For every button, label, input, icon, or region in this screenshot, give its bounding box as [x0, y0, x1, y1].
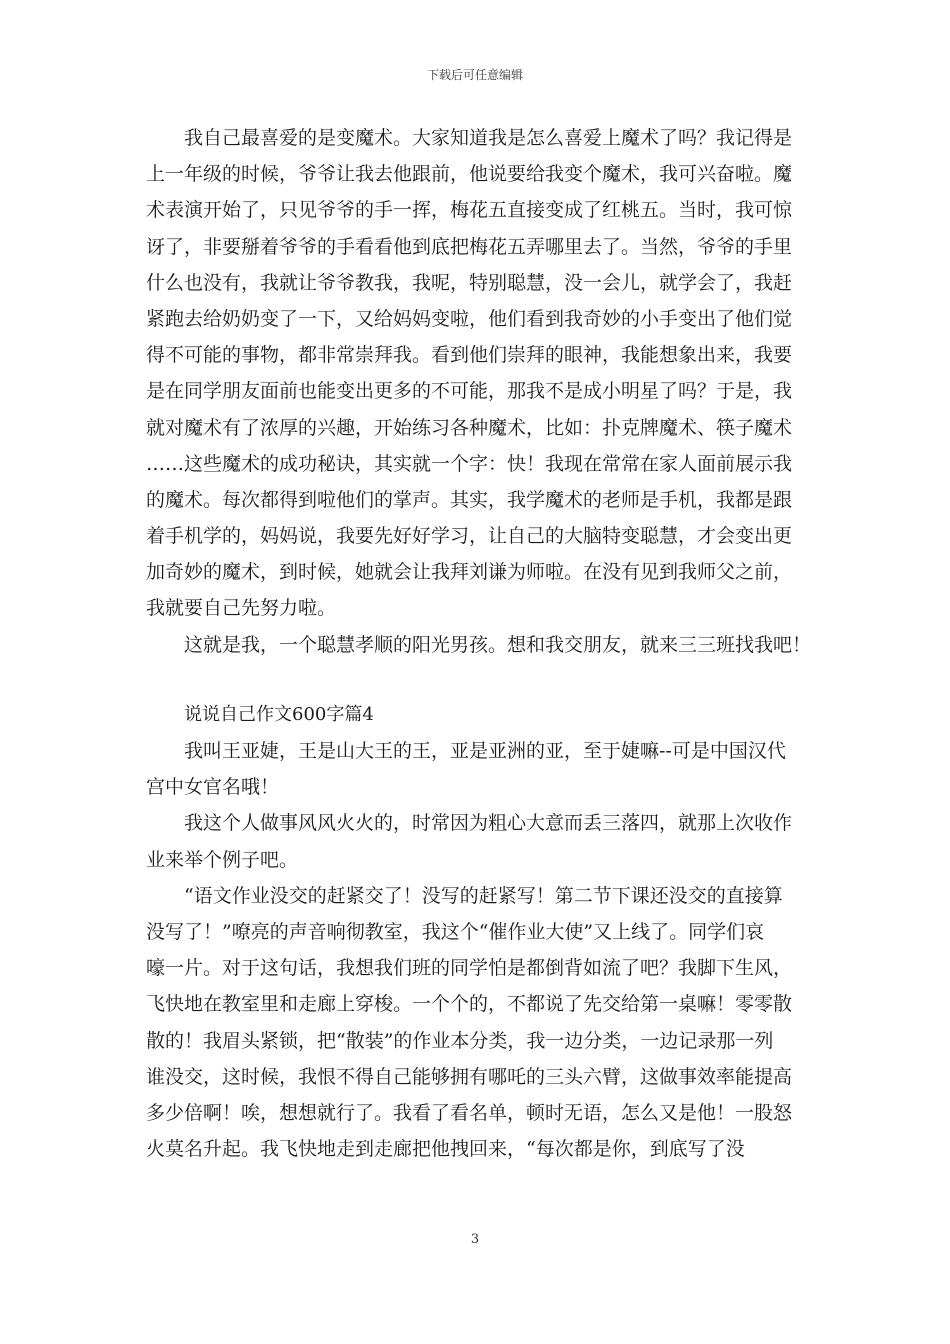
text-line: “语文作业没交的赶紧交了！没写的赶紧写！第二节下课还没交的直接算 — [184, 884, 783, 907]
text-line: 着手机学的，妈妈说，我要先好好学习，让自己的大脑特变聪慧，才会变出更 — [146, 525, 793, 548]
text-line: 这就是我，一个聪慧孝顺的阳光男孩。想和我交朋友，就来三三班找我吧！ — [184, 633, 812, 656]
text-line: ……这些魔术的成功秘诀，其实就一个字：快！我现在常常在家人面前展示我 — [146, 452, 793, 475]
text-line: 得不可能的事物，都非常崇拜我。看到他们崇拜的眼神，我能想象出来，我要 — [146, 344, 793, 367]
text-line: 紧跑去给奶奶变了一下，又给妈妈变啦，他们看到我奇妙的小手变出了他们觉 — [146, 307, 793, 330]
text-line: 我这个人做事风风火火的，时常因为粗心大意而丢三落四，就那上次收作 — [184, 812, 793, 835]
text-line: 散的！我眉头紧锁，把“散装”的作业本分类，我一边分类，一边记录那一列 — [146, 1029, 774, 1052]
text-line: 飞快地在教室里和走廊上穿梭。一个个的，不都说了先交给第一桌嘛！零零散 — [146, 993, 793, 1016]
text-line: 的魔术。每次都得到啦他们的掌声。其实，我学魔术的老师是手机，我都是跟 — [146, 488, 793, 511]
section-title: 说说自己作文600字篇4 — [184, 703, 374, 725]
text-line: 宫中女官名哦！ — [146, 776, 280, 799]
text-line: 谁没交，这时候，我恨不得自己能够拥有哪吒的三头六臂，这做事效率能提高 — [146, 1065, 793, 1088]
paragraph-gap — [146, 663, 808, 697]
page-number: 3 — [470, 1232, 480, 1247]
text-line: 上一年级的时候，爷爷让我去他跟前，他说要给我变个魔术，我可兴奋啦。魔 — [146, 163, 793, 186]
document-body — [146, 120, 812, 1167]
text-line: 术表演开始了，只见爷爷的手一挥，梅花五直接变成了红桃五。当时，我可惊 — [146, 199, 793, 222]
text-line: 是在同学朋友面前也能变出更多的不可能，那我不是成小明星了吗？于是，我 — [146, 380, 793, 403]
text-line: 业来举个例子吧。 — [146, 848, 299, 871]
text-line: 我叫王亚婕，王是山大王的王，亚是亚洲的亚，至于婕嘛--可是中国汉代 — [184, 740, 786, 762]
text-line: 我就要自己先努力啦。 — [146, 597, 337, 620]
text-line: 火莫名升起。我飞快地走到走廊把他拽回来，“每次都是你，到底写了没 — [146, 1138, 745, 1161]
text-line: 什么也没有，我就让爷爷教我，我呢，特别聪慧，没一会儿，就学会了，我赶 — [146, 271, 793, 294]
page-header: 下载后可任意编辑 — [426, 68, 523, 82]
text-line: 多少倍啊！唉，想想就行了。我看了看名单，顿时无语，怎么又是他！一股怒 — [146, 1101, 793, 1124]
text-line: 就对魔术有了浓厚的兴趣，开始练习各种魔术，比如：扑克牌魔术、筷子魔术 — [146, 416, 793, 439]
text-line: 加奇妙的魔术，到时候，她就会让我拜刘谦为师啦。在没有见到我师父之前， — [146, 561, 793, 584]
text-line: 我自己最喜爱的是变魔术。大家知道我是怎么喜爱上魔术了吗？我记得是 — [184, 127, 793, 149]
text-line: 嚎一片。对于这句话，我想我们班的同学怕是都倒背如流了吧？我脚下生风， — [146, 957, 793, 980]
text-line: 讶了，非要掰着爷爷的手看看他到底把梅花五弄哪里去了。当然，爷爷的手里 — [146, 235, 793, 258]
text-line: 没写了！”嘹亮的声音响彻教室，我这个“催作业大使”又上线了。同学们哀 — [146, 920, 765, 943]
